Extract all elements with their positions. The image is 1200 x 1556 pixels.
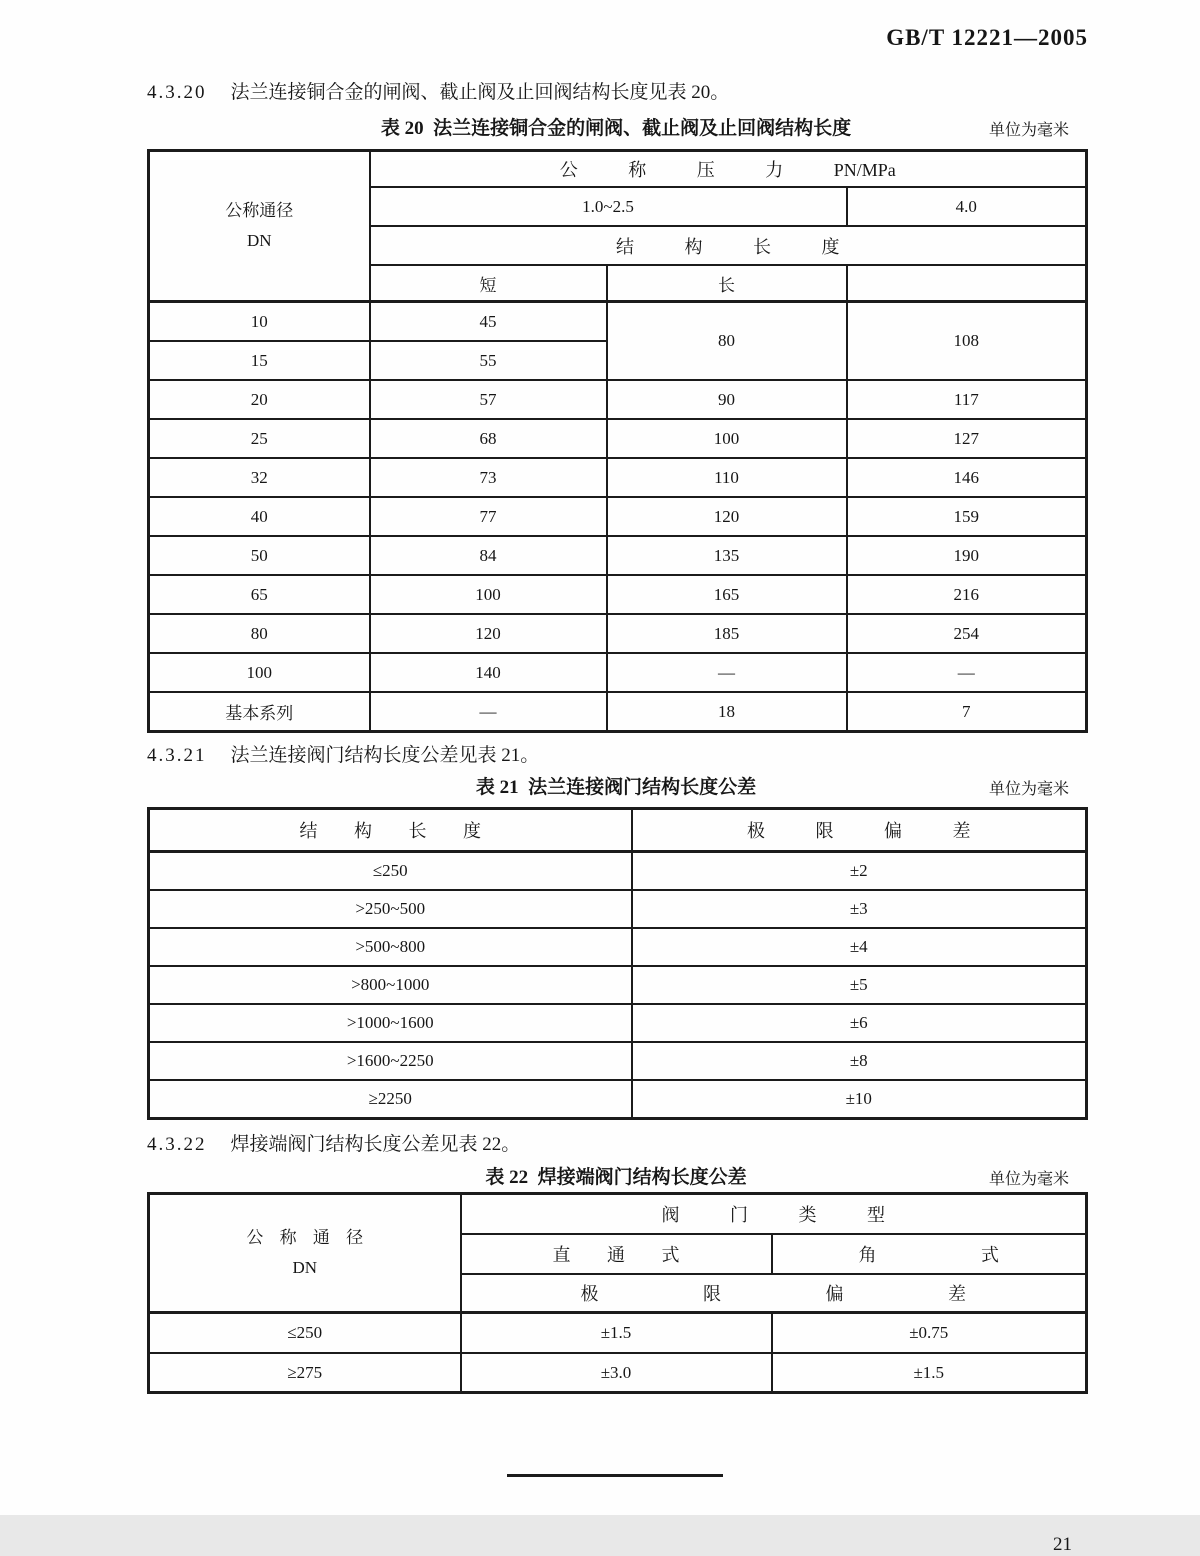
table-cell: ±2 [632, 852, 1087, 891]
table-row [149, 692, 1087, 732]
table-cell: ±6 [632, 1004, 1087, 1042]
table-cell: ±1.5 [461, 1313, 772, 1354]
table-cell: 20 [149, 380, 370, 419]
table-cell: ±4 [632, 928, 1087, 966]
table-row [149, 614, 1087, 653]
table-cell: — [847, 653, 1087, 692]
table-cell: 77 [370, 497, 607, 536]
table-cell: 100 [370, 575, 607, 614]
table-cell: 190 [847, 536, 1087, 575]
table-cell: 90 [607, 380, 847, 419]
table-row [149, 1353, 1087, 1393]
header-cell-pressure-low: 1.0~2.5 [370, 187, 847, 226]
table-cell: ±10 [632, 1080, 1087, 1119]
unit-label: 单位为毫米 [988, 122, 1069, 139]
table-row [149, 1042, 1087, 1080]
table-cell: >1600~2250 [149, 1042, 632, 1080]
table-cell: 120 [370, 614, 607, 653]
header-cell-long: 长 [607, 265, 847, 302]
header-cell-straight-type: 直 通 式 [461, 1234, 772, 1274]
table-cell: 10 [149, 302, 370, 342]
table-cell: >800~1000 [149, 966, 632, 1004]
table-20 [147, 149, 1088, 733]
header-cell-short: 短 [370, 265, 607, 302]
table-cell: — [370, 692, 607, 732]
header-cell-valve-type: 阀 门 类 型 [461, 1194, 1087, 1235]
header-cell-blank [847, 265, 1087, 302]
table-cell: 110 [607, 458, 847, 497]
table-cell: ±8 [632, 1042, 1087, 1080]
table-cell: 100 [149, 653, 370, 692]
table-cell: ±3 [632, 890, 1087, 928]
table-cell: 65 [149, 575, 370, 614]
header-cell-dn [149, 1194, 461, 1313]
section-text: 焊接端阀门结构长度公差见表 22。 [230, 1134, 521, 1155]
header-cell-angle-type: 角 式 [772, 1234, 1087, 1274]
table-cell: 68 [370, 419, 607, 458]
table-cell: ±1.5 [772, 1353, 1087, 1393]
table-21-caption-row [147, 777, 1085, 800]
header-cell-dn [149, 151, 370, 302]
table-cell: 80 [149, 614, 370, 653]
table-cell: 117 [847, 380, 1087, 419]
header-cell-tolerance: 极 限 偏 差 [461, 1274, 1087, 1313]
section-number: 4.3.21 [147, 745, 207, 766]
table-cell: 15 [149, 341, 370, 380]
table-row [149, 536, 1087, 575]
table-cell: 216 [847, 575, 1087, 614]
footer-rule [507, 1474, 723, 1477]
table-row [149, 380, 1087, 419]
table-cell: 7 [847, 692, 1087, 732]
table-row [149, 1194, 1087, 1235]
table-cell: 基本系列 [149, 692, 370, 732]
header-cell-struct-length: 结 构 长 度 [149, 809, 632, 852]
dn-label: 公 称 通 径 [246, 1228, 364, 1247]
table-row [149, 302, 1087, 342]
table-row [149, 890, 1087, 928]
table-cell: 55 [370, 341, 607, 380]
table-cell: 25 [149, 419, 370, 458]
unit-label: 单位为毫米 [988, 1171, 1069, 1188]
section-4-3-22 [147, 1134, 1200, 1156]
table-cell: >250~500 [149, 890, 632, 928]
table-cell: ±0.75 [772, 1313, 1087, 1354]
table-row [149, 497, 1087, 536]
standard-code: GB/T 12221—2005 [886, 25, 1088, 50]
table-cell: 80 [607, 302, 847, 381]
header-cell-tolerance: 极 限 偏 差 [632, 809, 1087, 852]
section-number: 4.3.20 [147, 82, 207, 103]
table-cell: 100 [607, 419, 847, 458]
table-cell: — [607, 653, 847, 692]
table-cell: 159 [847, 497, 1087, 536]
table-cell: ±3.0 [461, 1353, 772, 1393]
table-21-caption: 表 21 法兰连接阀门结构长度公差 [475, 777, 757, 798]
table-cell: 18 [607, 692, 847, 732]
table-cell: 40 [149, 497, 370, 536]
table-cell: 135 [607, 536, 847, 575]
table-row [149, 966, 1087, 1004]
table-cell: 32 [149, 458, 370, 497]
header-cell-pressure: 公 称 压 力 PN/MPa [370, 151, 1087, 188]
header-cell-struct-length: 结 构 长 度 [370, 226, 1087, 265]
table-cell: 108 [847, 302, 1087, 381]
table-22-caption: 表 22 焊接端阀门结构长度公差 [485, 1167, 747, 1188]
table-cell: >500~800 [149, 928, 632, 966]
table-cell: ≥2250 [149, 1080, 632, 1119]
section-4-3-21 [147, 745, 1200, 767]
table-row [149, 928, 1087, 966]
table-cell: 254 [847, 614, 1087, 653]
table-cell: 165 [607, 575, 847, 614]
table-cell: 84 [370, 536, 607, 575]
table-cell: 73 [370, 458, 607, 497]
table-cell: 185 [607, 614, 847, 653]
section-text: 法兰连接铜合金的闸阀、截止阀及止回阀结构长度见表 20。 [230, 82, 730, 103]
table-row [149, 458, 1087, 497]
table-21 [147, 807, 1088, 1120]
dn-label: 公称通径 [225, 201, 294, 220]
table-cell: >1000~1600 [149, 1004, 632, 1042]
table-cell: ≤250 [149, 1313, 461, 1354]
table-row [149, 653, 1087, 692]
section-number: 4.3.22 [147, 1134, 207, 1155]
table-row [149, 419, 1087, 458]
section-4-3-20 [147, 82, 1200, 104]
table-cell: ≥275 [149, 1353, 461, 1393]
table-row [149, 1004, 1087, 1042]
table-20-caption: 表 20 法兰连接铜合金的闸阀、截止阀及止回阀结构长度 [380, 118, 852, 139]
page-number: 21 [1053, 1534, 1072, 1555]
table-cell: 140 [370, 653, 607, 692]
table-20-caption-row [147, 118, 1085, 141]
dn-symbol: DN [292, 1258, 318, 1277]
dn-symbol: DN [246, 231, 272, 250]
table-cell: 50 [149, 536, 370, 575]
table-cell: 45 [370, 302, 607, 342]
unit-label: 单位为毫米 [988, 781, 1069, 798]
table-22-caption-row [147, 1167, 1085, 1190]
table-row [149, 852, 1087, 891]
table-row [149, 575, 1087, 614]
table-cell: 127 [847, 419, 1087, 458]
table-cell: ≤250 [149, 852, 632, 891]
table-cell: 57 [370, 380, 607, 419]
table-row [149, 809, 1087, 852]
section-text: 法兰连接阀门结构长度公差见表 21。 [230, 745, 540, 766]
table-row [149, 1313, 1087, 1354]
table-row [149, 151, 1087, 188]
table-row [149, 1080, 1087, 1119]
table-cell: 120 [607, 497, 847, 536]
table-22 [147, 1192, 1088, 1394]
header-cell-pressure-high: 4.0 [847, 187, 1087, 226]
table-cell: 146 [847, 458, 1087, 497]
table-cell: ±5 [632, 966, 1087, 1004]
